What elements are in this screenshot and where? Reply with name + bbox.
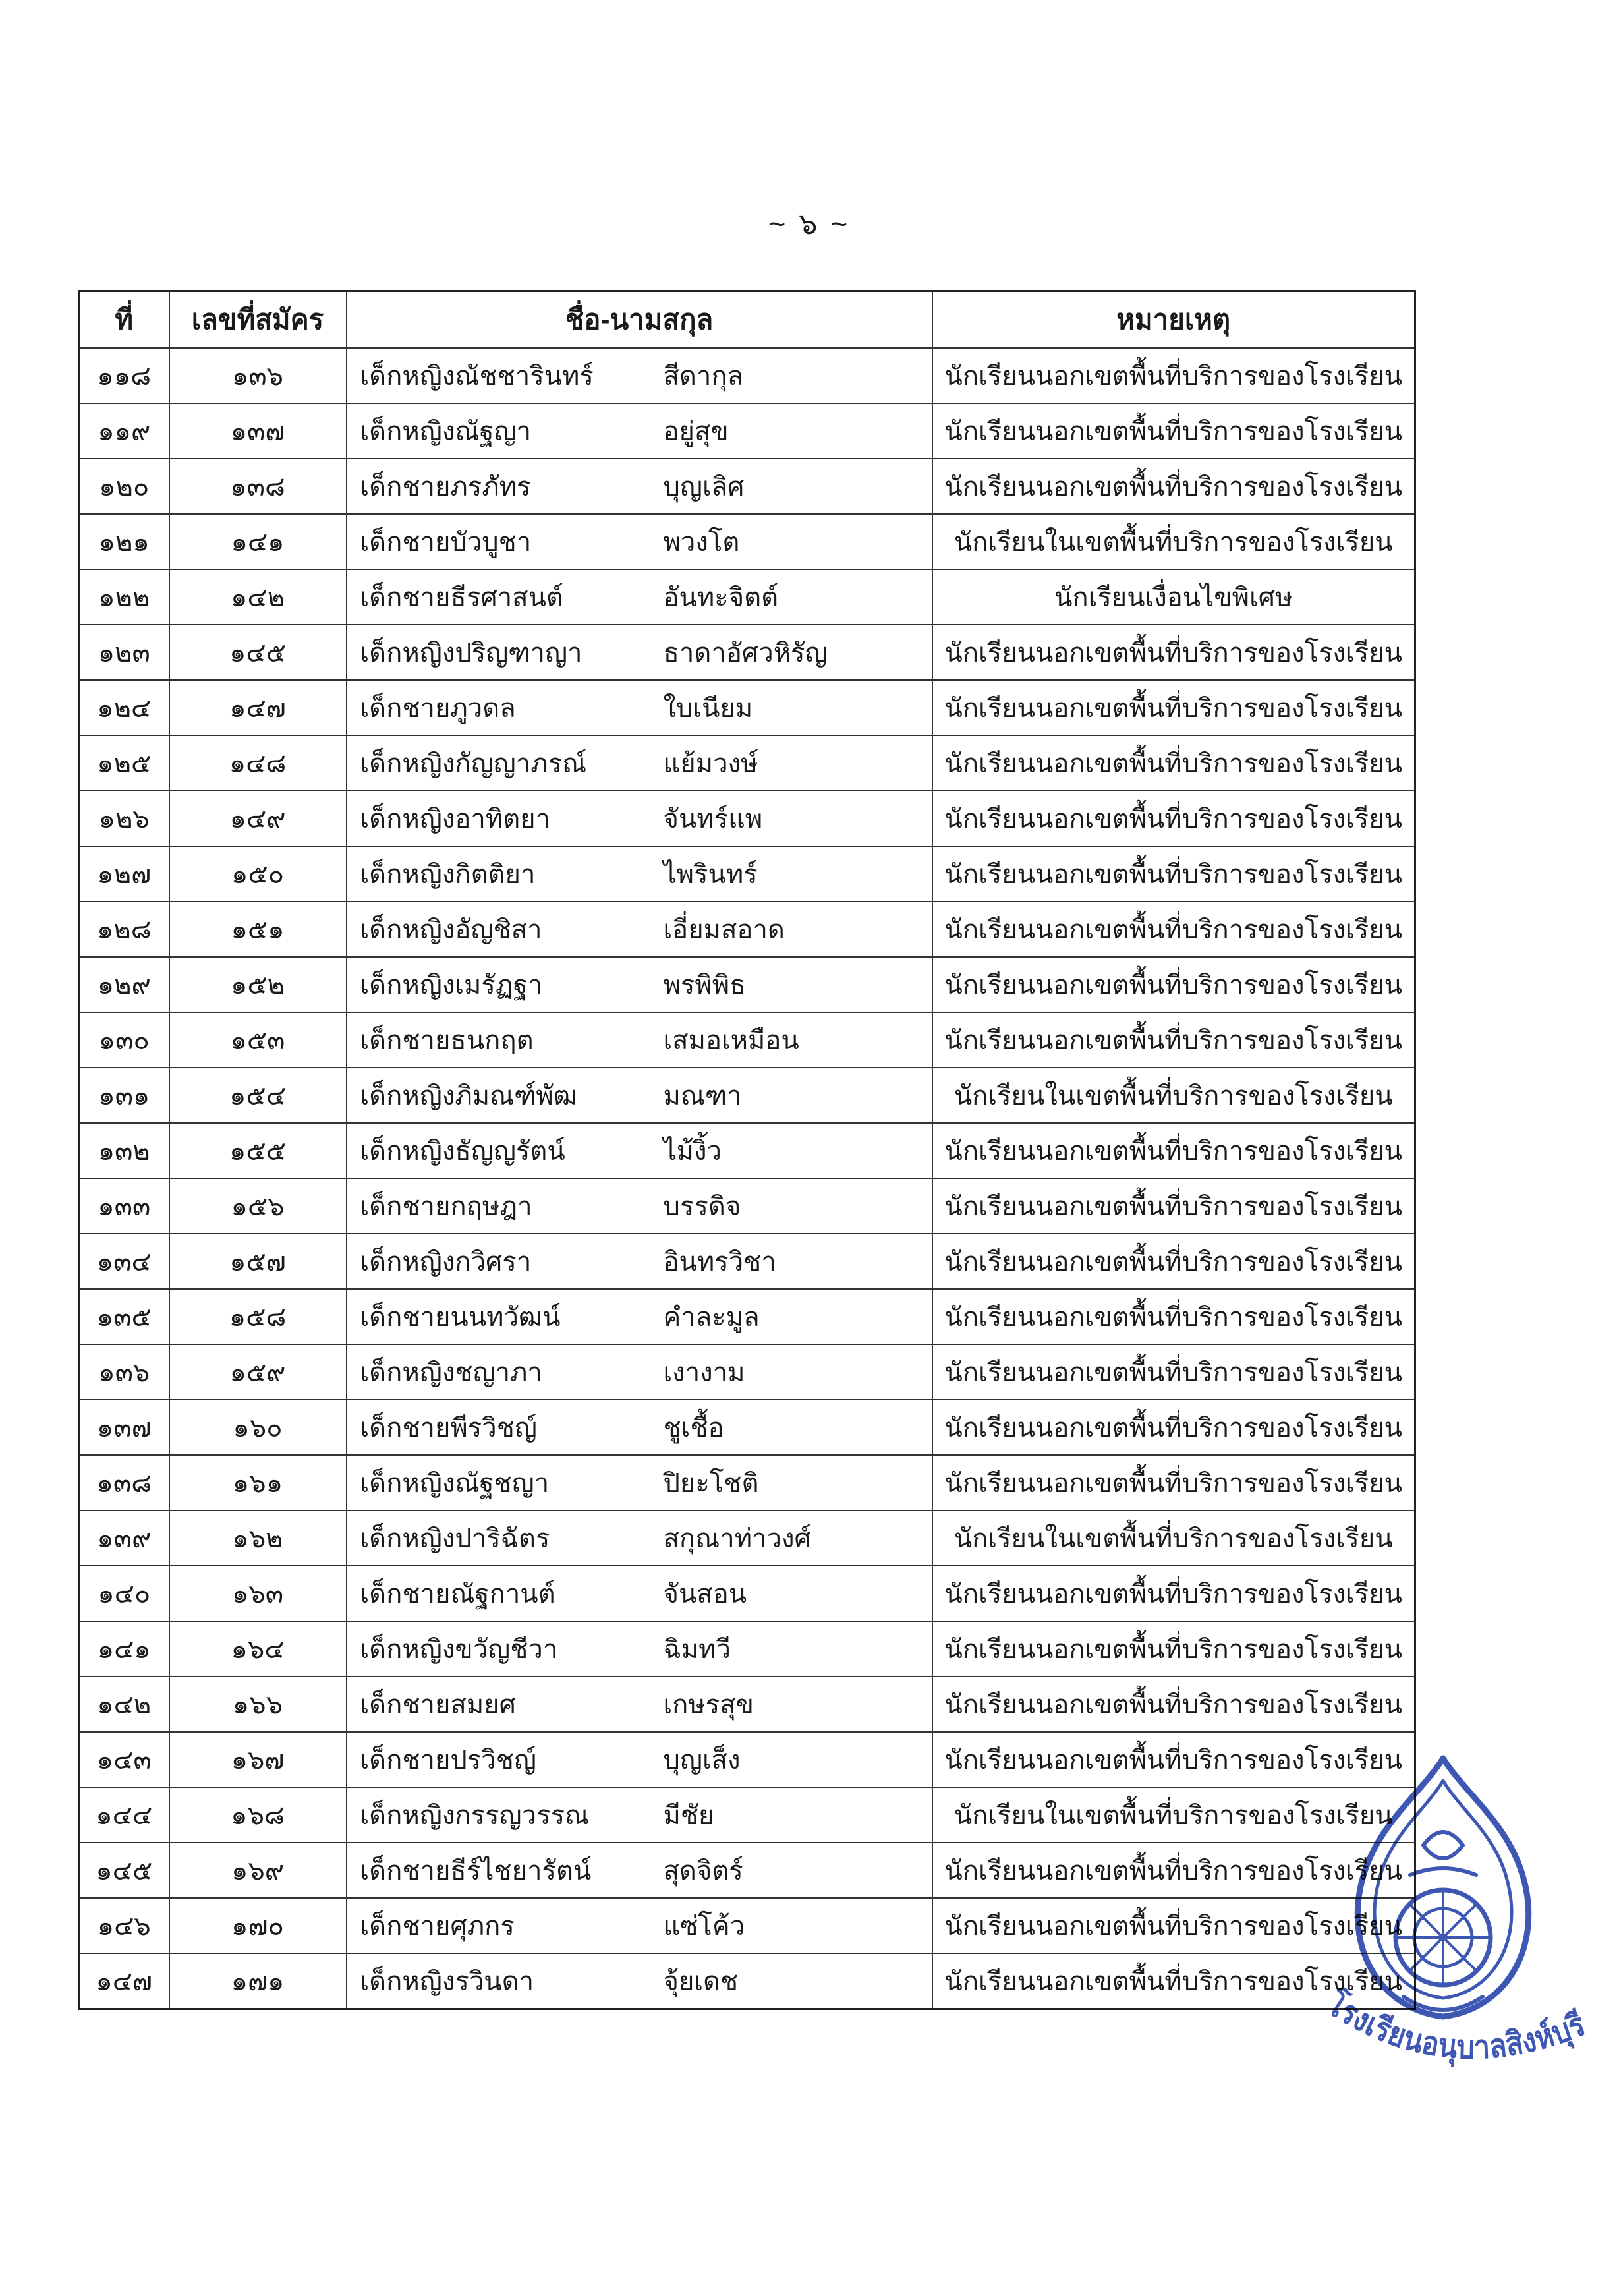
table-row xyxy=(79,1898,1415,1953)
student-last-name: ฉิมทวี xyxy=(663,1635,731,1664)
row-number: ๑๒๖ xyxy=(79,791,169,846)
student-name xyxy=(347,1843,932,1898)
table-row xyxy=(79,1178,1415,1234)
student-name xyxy=(347,1787,932,1843)
application-number: ๑๕๑ xyxy=(169,902,347,957)
table-row xyxy=(79,1344,1415,1400)
row-number: ๑๑๘ xyxy=(79,348,169,403)
student-name xyxy=(347,735,932,791)
student-name xyxy=(347,1621,932,1677)
student-name xyxy=(347,1400,932,1455)
student-first-name: เด็กชายกฤษฎา xyxy=(360,1192,532,1221)
student-name xyxy=(347,902,932,957)
application-number: ๑๖๓ xyxy=(169,1566,347,1621)
remark: นักเรียนนอกเขตพื้นที่บริการของโรงเรียน xyxy=(932,1843,1415,1898)
school-seal-stamp xyxy=(1311,1746,1601,2089)
seal-text-path: โรงเรียนอนุบาลสิงห์บุรี xyxy=(1321,1985,1593,2066)
application-number: ๑๖๑ xyxy=(169,1455,347,1510)
student-last-name: มณฑา xyxy=(663,1081,742,1110)
student-name xyxy=(347,1344,932,1400)
row-number: ๑๒๔ xyxy=(79,680,169,735)
student-name xyxy=(347,680,932,735)
table-row xyxy=(79,1012,1415,1068)
student-first-name: เด็กชายธีร์ไชยารัตน์ xyxy=(360,1856,592,1885)
student-first-name: เด็กชายศุภกร xyxy=(360,1912,515,1941)
student-first-name: เด็กชายนนทวัฒน์ xyxy=(360,1303,561,1332)
table-row xyxy=(79,1732,1415,1787)
application-number: ๑๖๒ xyxy=(169,1510,347,1566)
application-number: ๑๖๙ xyxy=(169,1843,347,1898)
student-first-name: เด็กหญิงปริญฑาญา xyxy=(360,639,582,668)
remark: นักเรียนในเขตพื้นที่บริการของโรงเรียน xyxy=(932,1068,1415,1123)
application-number: ๑๕๘ xyxy=(169,1289,347,1344)
student-last-name: จันสอน xyxy=(663,1580,747,1609)
application-number: ๑๕๕ xyxy=(169,1123,347,1178)
student-last-name: จุ้ยเดช xyxy=(663,1967,739,1996)
student-first-name: เด็กหญิงกรรญวรรณ xyxy=(360,1801,590,1830)
student-list-table xyxy=(78,290,1416,2010)
application-number: ๑๗๑ xyxy=(169,1953,347,2009)
student-first-name: เด็กหญิงกัญญาภรณ์ xyxy=(360,749,587,778)
student-last-name: แซ่โค้ว xyxy=(663,1912,745,1941)
remark: นักเรียนนอกเขตพื้นที่บริการของโรงเรียน xyxy=(932,1400,1415,1455)
remark: นักเรียนนอกเขตพื้นที่บริการของโรงเรียน xyxy=(932,846,1415,902)
student-first-name: เด็กชายบัวบูชา xyxy=(360,528,532,557)
remark: นักเรียนนอกเขตพื้นที่บริการของโรงเรียน xyxy=(932,902,1415,957)
remark: นักเรียนนอกเขตพื้นที่บริการของโรงเรียน xyxy=(932,1566,1415,1621)
page-number: ~ ๖ ~ xyxy=(768,208,851,241)
table-header-row xyxy=(79,291,1415,349)
row-number: ๑๑๙ xyxy=(79,403,169,459)
application-number: ๑๓๘ xyxy=(169,459,347,514)
table-row xyxy=(79,735,1415,791)
student-first-name: เด็กหญิงรวินดา xyxy=(360,1967,534,1996)
header-application-number: เลขที่สมัคร xyxy=(169,291,347,349)
table-row xyxy=(79,1400,1415,1455)
application-number: ๑๖๐ xyxy=(169,1400,347,1455)
student-name xyxy=(347,791,932,846)
student-first-name: เด็กหญิงเมรัฏฐา xyxy=(360,971,543,1000)
row-number: ๑๓๑ xyxy=(79,1068,169,1123)
student-first-name: เด็กชายสมยศ xyxy=(360,1690,517,1719)
table-row xyxy=(79,1621,1415,1677)
row-number: ๑๔๐ xyxy=(79,1566,169,1621)
student-last-name: เงางาม xyxy=(663,1358,745,1387)
row-number: ๑๓๖ xyxy=(79,1344,169,1400)
table-row xyxy=(79,1953,1415,2009)
student-last-name: ธาดาอัศวหิรัญ xyxy=(663,639,828,668)
row-number: ๑๔๔ xyxy=(79,1787,169,1843)
remark: นักเรียนนอกเขตพื้นที่บริการของโรงเรียน xyxy=(932,1123,1415,1178)
table-row xyxy=(79,1677,1415,1732)
remark: นักเรียนนอกเขตพื้นที่บริการของโรงเรียน xyxy=(932,1289,1415,1344)
row-number: ๑๓๒ xyxy=(79,1123,169,1178)
row-number: ๑๓๐ xyxy=(79,1012,169,1068)
table-row xyxy=(79,625,1415,680)
table-row xyxy=(79,459,1415,514)
student-last-name: พวงโต xyxy=(663,528,740,557)
application-number: ๑๕๔ xyxy=(169,1068,347,1123)
student-last-name: พรพิพิธ xyxy=(663,971,746,1000)
student-first-name: เด็กชายพีรวิชญ์ xyxy=(360,1414,537,1443)
remark: นักเรียนในเขตพื้นที่บริการของโรงเรียน xyxy=(932,514,1415,569)
student-first-name: เด็กหญิงขวัญชีวา xyxy=(360,1635,558,1664)
remark: นักเรียนนอกเขตพื้นที่บริการของโรงเรียน xyxy=(932,1344,1415,1400)
header-number: ที่ xyxy=(79,291,169,349)
student-first-name: เด็กหญิงกวิศรา xyxy=(360,1248,532,1277)
student-first-name: เด็กหญิงปาริฉัตร xyxy=(360,1524,550,1553)
application-number: ๑๕๖ xyxy=(169,1178,347,1234)
student-last-name: คำละมูล xyxy=(663,1303,760,1332)
remark: นักเรียนนอกเขตพื้นที่บริการของโรงเรียน xyxy=(932,791,1415,846)
remark: นักเรียนนอกเขตพื้นที่บริการของโรงเรียน xyxy=(932,1178,1415,1234)
row-number: ๑๓๔ xyxy=(79,1234,169,1289)
remark: นักเรียนนอกเขตพื้นที่บริการของโรงเรียน xyxy=(932,459,1415,514)
student-last-name: เอี่ยมสอาด xyxy=(663,915,785,944)
student-name xyxy=(347,1566,932,1621)
student-last-name: สุดจิตร์ xyxy=(663,1856,743,1885)
table-row xyxy=(79,1234,1415,1289)
application-number: ๑๔๑ xyxy=(169,514,347,569)
header-full-name: ชื่อ-นามสกุล xyxy=(347,291,932,349)
table-row xyxy=(79,1455,1415,1510)
row-number: ๑๔๗ xyxy=(79,1953,169,2009)
table-row xyxy=(79,791,1415,846)
remark: นักเรียนในเขตพื้นที่บริการของโรงเรียน xyxy=(932,1510,1415,1566)
student-first-name: เด็กหญิงณัฐชญา xyxy=(360,1469,550,1498)
student-name xyxy=(347,625,932,680)
row-number: ๑๔๒ xyxy=(79,1677,169,1732)
student-name xyxy=(347,1953,932,2009)
student-last-name: บรรดิจ xyxy=(663,1192,741,1221)
student-last-name: สีดากุล xyxy=(663,362,744,391)
student-name xyxy=(347,1123,932,1178)
student-last-name: แย้มวงษ์ xyxy=(663,749,758,778)
student-first-name: เด็กหญิงธัญญรัตน์ xyxy=(360,1137,565,1166)
row-number: ๑๔๓ xyxy=(79,1732,169,1787)
student-name xyxy=(347,1234,932,1289)
row-number: ๑๒๐ xyxy=(79,459,169,514)
student-first-name: เด็กชายภูวดล xyxy=(360,694,516,723)
student-last-name: อยู่สุข xyxy=(663,417,729,446)
application-number: ๑๖๖ xyxy=(169,1677,347,1732)
application-number: ๑๖๔ xyxy=(169,1621,347,1677)
remark: นักเรียนนอกเขตพื้นที่บริการของโรงเรียน xyxy=(932,1953,1415,2009)
student-last-name: ไพรินทร์ xyxy=(663,860,758,889)
remark: นักเรียนนอกเขตพื้นที่บริการของโรงเรียน xyxy=(932,957,1415,1012)
row-number: ๑๓๗ xyxy=(79,1400,169,1455)
table-row xyxy=(79,846,1415,902)
table-row xyxy=(79,1566,1415,1621)
student-first-name: เด็กหญิงชญาภา xyxy=(360,1358,542,1387)
student-name xyxy=(347,846,932,902)
student-last-name: จันทร์แพ xyxy=(663,805,763,834)
student-last-name: มีชัย xyxy=(663,1801,714,1830)
student-last-name: ใบเนียม xyxy=(663,694,753,723)
remark: นักเรียนนอกเขตพื้นที่บริการของโรงเรียน xyxy=(932,348,1415,403)
student-name xyxy=(347,1178,932,1234)
table-row xyxy=(79,514,1415,569)
student-last-name: บุญเลิศ xyxy=(663,473,745,502)
student-name xyxy=(347,1068,932,1123)
table-row xyxy=(79,1843,1415,1898)
remark: นักเรียนนอกเขตพื้นที่บริการของโรงเรียน xyxy=(932,1677,1415,1732)
remark: นักเรียนนอกเขตพื้นที่บริการของโรงเรียน xyxy=(932,1732,1415,1787)
student-last-name: บุญเส็ง xyxy=(663,1746,741,1775)
remark: นักเรียนนอกเขตพื้นที่บริการของโรงเรียน xyxy=(932,735,1415,791)
student-last-name: ชูเชื้อ xyxy=(663,1414,724,1443)
student-last-name: อันทะจิตต์ xyxy=(663,583,779,612)
application-number: ๑๕๗ xyxy=(169,1234,347,1289)
student-name xyxy=(347,1677,932,1732)
student-name xyxy=(347,459,932,514)
remark: นักเรียนนอกเขตพื้นที่บริการของโรงเรียน xyxy=(932,1012,1415,1068)
application-number: ๑๖๗ xyxy=(169,1732,347,1787)
row-number: ๑๒๘ xyxy=(79,902,169,957)
student-name xyxy=(347,403,932,459)
student-name xyxy=(347,348,932,403)
student-name xyxy=(347,569,932,625)
application-number: ๑๖๘ xyxy=(169,1787,347,1843)
student-name xyxy=(347,1732,932,1787)
student-first-name: เด็กชายปรวิชญ์ xyxy=(360,1746,536,1775)
student-name xyxy=(347,1898,932,1953)
application-number: ๑๔๙ xyxy=(169,791,347,846)
table-row xyxy=(79,1289,1415,1344)
table-row xyxy=(79,348,1415,403)
remark: นักเรียนนอกเขตพื้นที่บริการของโรงเรียน xyxy=(932,1898,1415,1953)
student-name xyxy=(347,1012,932,1068)
table-row xyxy=(79,902,1415,957)
remark: นักเรียนนอกเขตพื้นที่บริการของโรงเรียน xyxy=(932,680,1415,735)
table-row xyxy=(79,1510,1415,1566)
remark: นักเรียนเงื่อนไขพิเศษ xyxy=(932,569,1415,625)
application-number: ๑๕๐ xyxy=(169,846,347,902)
student-last-name: เสมอเหมือน xyxy=(663,1026,799,1055)
row-number: ๑๓๓ xyxy=(79,1178,169,1234)
student-first-name: เด็กชายณัฐกานต์ xyxy=(360,1580,555,1609)
application-number: ๑๕๓ xyxy=(169,1012,347,1068)
row-number: ๑๔๖ xyxy=(79,1898,169,1953)
student-first-name: เด็กชายธนกฤต xyxy=(360,1026,534,1055)
table-row xyxy=(79,1068,1415,1123)
application-number: ๑๔๘ xyxy=(169,735,347,791)
table-row xyxy=(79,1123,1415,1178)
table-row xyxy=(79,680,1415,735)
student-name xyxy=(347,1289,932,1344)
row-number: ๑๓๘ xyxy=(79,1455,169,1510)
application-number: ๑๔๕ xyxy=(169,625,347,680)
application-number: ๑๕๒ xyxy=(169,957,347,1012)
remark: นักเรียนนอกเขตพื้นที่บริการของโรงเรียน xyxy=(932,1621,1415,1677)
row-number: ๑๒๙ xyxy=(79,957,169,1012)
student-name xyxy=(347,514,932,569)
row-number: ๑๒๓ xyxy=(79,625,169,680)
student-first-name: เด็กหญิงณัชชารินทร์ xyxy=(360,362,594,391)
remark: นักเรียนนอกเขตพื้นที่บริการของโรงเรียน xyxy=(932,625,1415,680)
student-first-name: เด็กหญิงณัฐญา xyxy=(360,417,532,446)
application-number: ๑๔๗ xyxy=(169,680,347,735)
row-number: ๑๒๑ xyxy=(79,514,169,569)
student-name xyxy=(347,1510,932,1566)
table-body xyxy=(79,348,1415,2009)
remark: นักเรียนนอกเขตพื้นที่บริการของโรงเรียน xyxy=(932,1234,1415,1289)
row-number: ๑๒๒ xyxy=(79,569,169,625)
application-number: ๑๓๖ xyxy=(169,348,347,403)
application-number: ๑๔๒ xyxy=(169,569,347,625)
student-first-name: เด็กหญิงอัญชิสา xyxy=(360,915,542,944)
table-row xyxy=(79,957,1415,1012)
row-number: ๑๒๗ xyxy=(79,846,169,902)
student-name xyxy=(347,1455,932,1510)
row-number: ๑๓๙ xyxy=(79,1510,169,1566)
student-first-name: เด็กหญิงภิมณฑ์พัฒ xyxy=(360,1081,577,1110)
student-first-name: เด็กหญิงอาทิตยา xyxy=(360,805,551,834)
application-number: ๑๗๐ xyxy=(169,1898,347,1953)
header-remark: หมายเหตุ xyxy=(932,291,1415,349)
table-row xyxy=(79,569,1415,625)
remark: นักเรียนในเขตพื้นที่บริการของโรงเรียน xyxy=(932,1787,1415,1843)
student-last-name: ปิยะโชติ xyxy=(663,1469,759,1498)
student-first-name: เด็กหญิงกิตติยา xyxy=(360,860,536,889)
student-last-name: สกุณาท่าวงศ์ xyxy=(663,1524,811,1553)
student-first-name: เด็กชายภรภัทร xyxy=(360,473,531,502)
student-last-name: ไม้งิ้ว xyxy=(663,1137,722,1166)
student-name xyxy=(347,957,932,1012)
row-number: ๑๒๕ xyxy=(79,735,169,791)
application-number: ๑๓๗ xyxy=(169,403,347,459)
table-row xyxy=(79,403,1415,459)
student-last-name: เกษรสุข xyxy=(663,1690,754,1719)
remark: นักเรียนนอกเขตพื้นที่บริการของโรงเรียน xyxy=(932,1455,1415,1510)
row-number: ๑๔๕ xyxy=(79,1843,169,1898)
student-last-name: อินทรวิชา xyxy=(663,1248,776,1277)
row-number: ๑๓๕ xyxy=(79,1289,169,1344)
table-row xyxy=(79,1787,1415,1843)
remark: นักเรียนนอกเขตพื้นที่บริการของโรงเรียน xyxy=(932,403,1415,459)
row-number: ๑๔๑ xyxy=(79,1621,169,1677)
application-number: ๑๕๙ xyxy=(169,1344,347,1400)
student-first-name: เด็กชายธีรศาสนต์ xyxy=(360,583,563,612)
